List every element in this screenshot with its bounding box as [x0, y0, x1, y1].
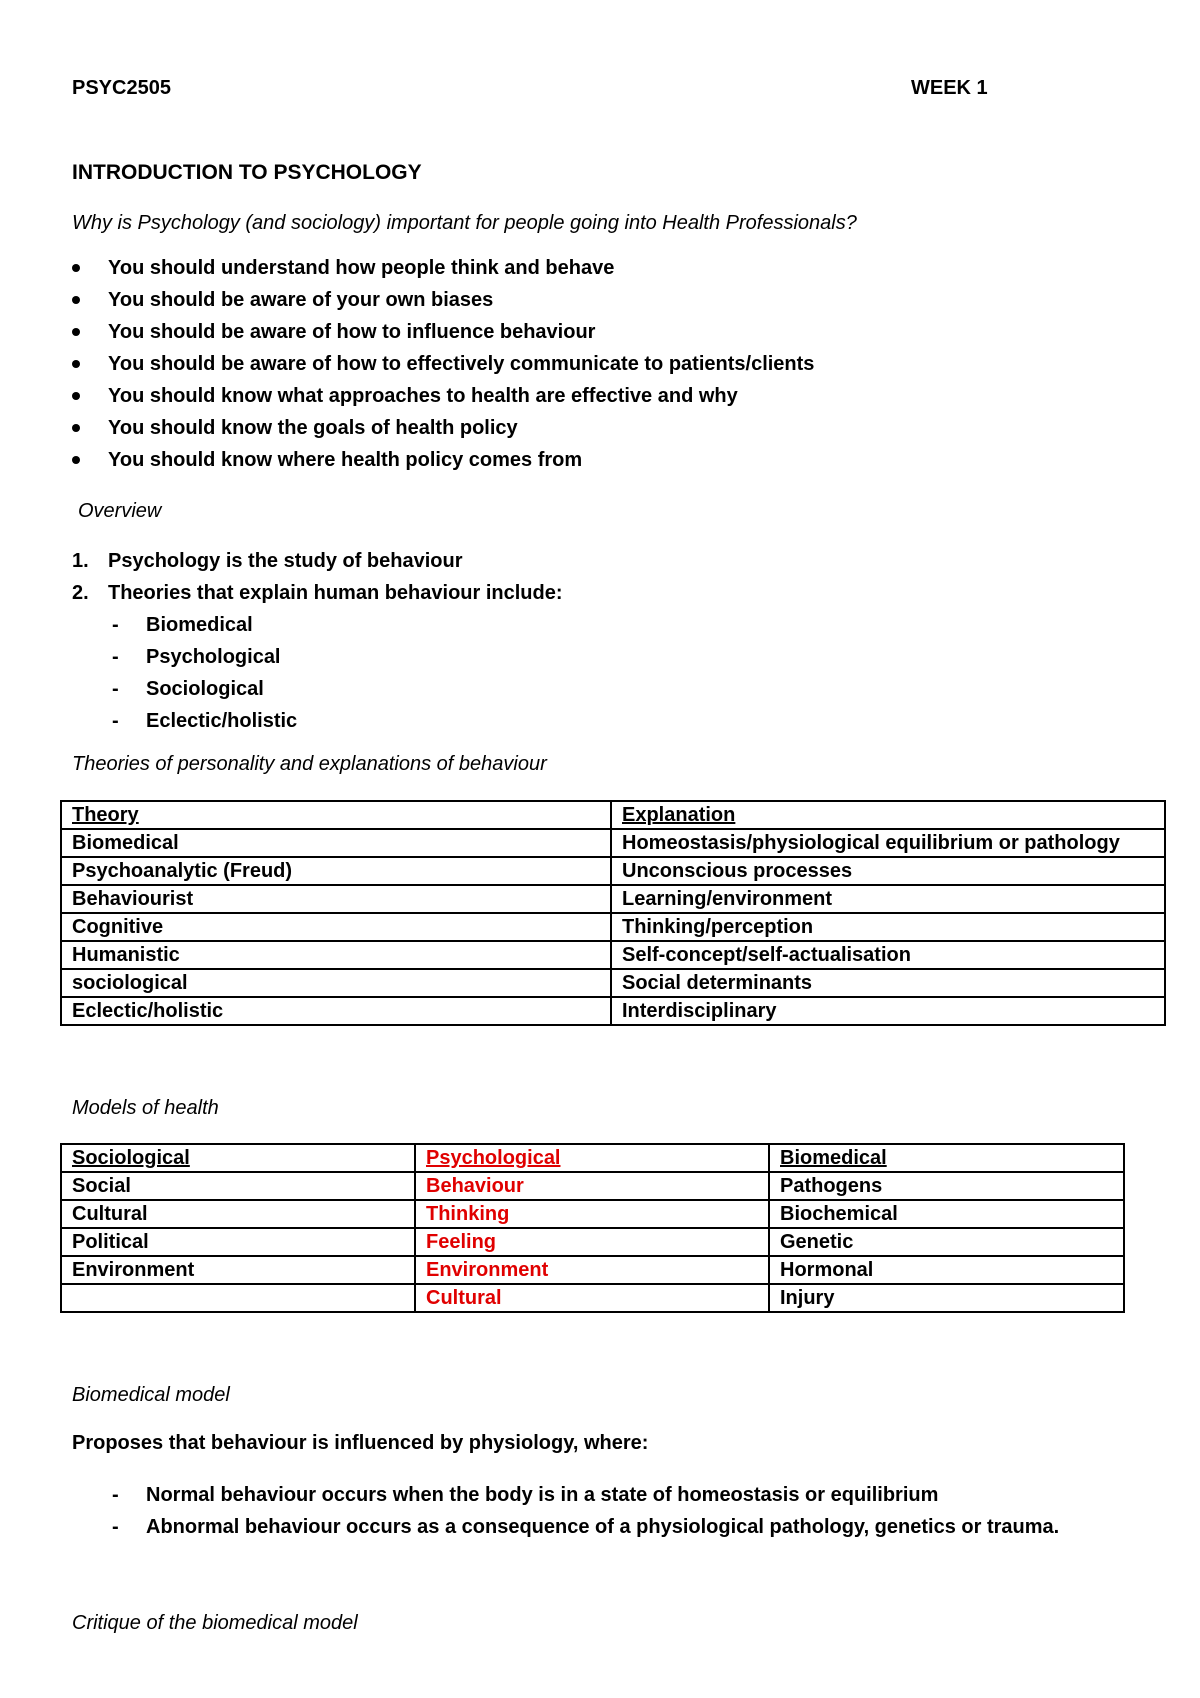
table-row [61, 913, 1165, 941]
table-row [61, 857, 1165, 885]
list-item: - Biomedical [110, 609, 297, 641]
table-cell: Environment [61, 1256, 415, 1284]
table-row [61, 1228, 1124, 1256]
table-cell: Learning/environment [611, 885, 1165, 913]
list-item: You should know where health policy comes from [70, 444, 814, 476]
table-cell: Feeling [415, 1228, 769, 1256]
table-cell: Humanistic [61, 941, 611, 969]
intro-question: Why is Psychology (and sociology) important for people going into Health Professionals? [72, 212, 857, 234]
table-row [61, 941, 1165, 969]
table-row [61, 1172, 1124, 1200]
list-item: You should know what approaches to health are effective and why [70, 380, 814, 412]
table-row [61, 1284, 1124, 1312]
list-item: - Psychological [110, 641, 297, 673]
list-item: - Eclectic/holistic [110, 705, 297, 737]
table-row [61, 997, 1165, 1025]
table-row [61, 1256, 1124, 1284]
biomedical-model-points [110, 1479, 1059, 1543]
table-cell: Eclectic/holistic [61, 997, 611, 1025]
table-cell: Biomedical [61, 829, 611, 857]
table-cell: Pathogens [769, 1172, 1124, 1200]
list-item: - Normal behaviour occurs when the body is in a state of homeostasis or equilibrium [110, 1479, 1059, 1511]
column-header: Explanation [611, 801, 1165, 829]
overview-heading: Overview [78, 500, 162, 522]
column-header: Sociological [61, 1144, 415, 1172]
table-cell: Homeostasis/physiological equilibrium or pathology [611, 829, 1165, 857]
overview-list [72, 545, 563, 609]
list-number: 1. [72, 550, 89, 572]
critique-heading: Critique of the biomedical model [72, 1612, 358, 1634]
list-item [72, 577, 563, 609]
table-cell: Political [61, 1228, 415, 1256]
table-cell: Biochemical [769, 1200, 1124, 1228]
biomedical-model-intro: Proposes that behaviour is influenced by physiology, where: [72, 1432, 649, 1454]
table-cell: Cognitive [61, 913, 611, 941]
list-item: You should understand how people think and behave [70, 252, 814, 284]
theories-heading: Theories of personality and explanations of behaviour [72, 753, 547, 775]
table-cell: Behaviourist [61, 885, 611, 913]
table-cell: Genetic [769, 1228, 1124, 1256]
table-cell: Environment [415, 1256, 769, 1284]
importance-list [70, 252, 814, 476]
table-row [61, 885, 1165, 913]
table-cell: sociological [61, 969, 611, 997]
table-cell: Psychoanalytic (Freud) [61, 857, 611, 885]
course-code: PSYC2505 [72, 77, 171, 99]
table-cell: Social determinants [611, 969, 1165, 997]
column-header: Psychological [415, 1144, 769, 1172]
models-heading: Models of health [72, 1097, 219, 1119]
table-cell: Unconscious processes [611, 857, 1165, 885]
theory-types-list [110, 609, 297, 737]
list-item: You should know the goals of health policy [70, 412, 814, 444]
table-cell: Behaviour [415, 1172, 769, 1200]
table-row [61, 829, 1165, 857]
table-cell: Thinking [415, 1200, 769, 1228]
biomedical-model-heading: Biomedical model [72, 1384, 230, 1406]
list-item: - Abnormal behaviour occurs as a consequence of a physiological pathology, genetics or trauma. [110, 1511, 1059, 1543]
table-row [61, 1200, 1124, 1228]
list-item: You should be aware of how to influence behaviour [70, 316, 814, 348]
table-cell: Injury [769, 1284, 1124, 1312]
models-table [60, 1143, 1125, 1313]
table-cell: Cultural [415, 1284, 769, 1312]
list-item-text: Psychology is the study of behaviour [108, 550, 463, 572]
column-header: Biomedical [769, 1144, 1124, 1172]
page-title: INTRODUCTION TO PSYCHOLOGY [72, 161, 422, 184]
table-cell [61, 1284, 415, 1312]
column-header: Theory [61, 801, 611, 829]
list-item-text: Theories that explain human behaviour include: [108, 582, 563, 604]
table-cell: Cultural [61, 1200, 415, 1228]
list-item [72, 545, 563, 577]
list-number: 2. [72, 582, 89, 604]
table-cell: Thinking/perception [611, 913, 1165, 941]
week-label: WEEK 1 [911, 77, 988, 99]
table-cell: Hormonal [769, 1256, 1124, 1284]
list-item: - Sociological [110, 673, 297, 705]
theories-table [60, 800, 1166, 1026]
table-header-row [61, 1144, 1124, 1172]
table-cell: Social [61, 1172, 415, 1200]
table-cell: Self-concept/self-actualisation [611, 941, 1165, 969]
list-item: You should be aware of your own biases [70, 284, 814, 316]
table-row [61, 969, 1165, 997]
table-cell: Interdisciplinary [611, 997, 1165, 1025]
list-item: You should be aware of how to effectively communicate to patients/clients [70, 348, 814, 380]
table-header-row [61, 801, 1165, 829]
